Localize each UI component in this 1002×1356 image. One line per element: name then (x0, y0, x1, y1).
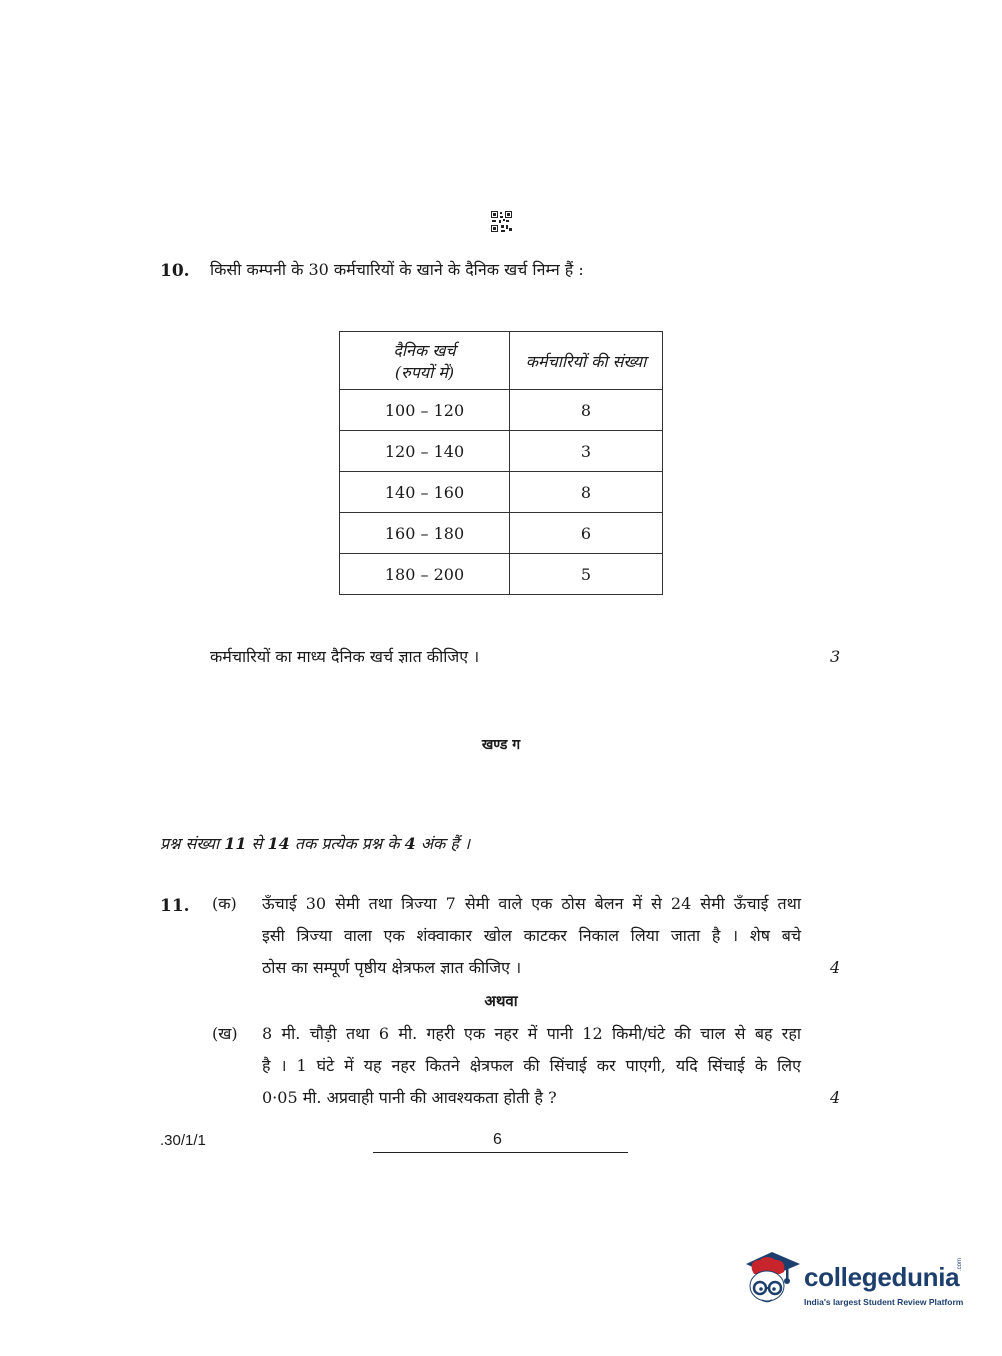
question-11a-marks: 4 (830, 958, 841, 977)
table-row (340, 554, 663, 595)
table-header-row (340, 332, 663, 390)
qr-code-icon (491, 211, 512, 232)
header-employee-count: कर्मचारियों की संख्या (510, 332, 663, 390)
question-11-number: 11. (160, 896, 190, 916)
table-cell-range: 100 – 120 (340, 390, 510, 431)
section-instruction (160, 833, 470, 855)
table-cell-range: 120 – 140 (340, 431, 510, 472)
header-daily-expense-line1: दैनिक खर्च (393, 340, 456, 360)
collegedunia-logo-suffix: .com (957, 1257, 963, 1271)
paper-code: .30/1/1 (160, 1132, 206, 1149)
question-10-text: किसी कम्पनी के 30 कर्मचारियों के खाने के दैनिक खर्च निम्न हैं : (210, 260, 584, 279)
question-11a-line3: ठोस का सम्पूर्ण पृष्ठीय क्षेत्रफल ज्ञात कीजिए । (262, 958, 522, 977)
section-instruction-part2: से (246, 834, 268, 853)
footer-rule (373, 1152, 628, 1153)
question-11b-line2: है । 1 घंटे में यह नहर कितने क्षेत्रफल की सिंचाई कर पाएगी, यदि सिंचाई के लिए (262, 1056, 801, 1075)
table-cell-count: 8 (510, 390, 663, 431)
table-cell-range: 160 – 180 (340, 513, 510, 554)
section-instruction-part4: अंक हैं । (415, 834, 471, 853)
section-title: खण्ड ग (481, 737, 521, 753)
table-row (340, 431, 663, 472)
question-10-instruction: कर्मचारियों का माध्य दैनिक खर्च ज्ञात कीजिए । (210, 647, 480, 666)
or-separator: अथवा (484, 992, 518, 1010)
collegedunia-logo-text: collegedunia (804, 1262, 960, 1292)
table-cell-count: 5 (510, 554, 663, 595)
question-11b-line3: 0·05 मी. अप्रवाही पानी की आवश्यकता होती है ? (262, 1088, 557, 1107)
table-cell-count: 8 (510, 472, 663, 513)
table-cell-range: 140 – 160 (340, 472, 510, 513)
section-instruction-num3: 4 (404, 834, 416, 853)
section-instruction-part3: तक प्रत्येक प्रश्न के (289, 834, 405, 853)
table-cell-count: 3 (510, 431, 663, 472)
question-11a-label: (क) (212, 894, 237, 913)
question-10-marks: 3 (830, 647, 841, 666)
header-daily-expense-line2: (रुपयों में) (394, 362, 455, 382)
table-cell-count: 6 (510, 513, 663, 554)
section-instruction-num1: 11 (224, 834, 247, 853)
collegedunia-mascot-icon (742, 1250, 804, 1308)
expense-table (339, 331, 663, 595)
page-number: 6 (493, 1131, 502, 1148)
question-10-number: 10. (160, 261, 190, 281)
section-instruction-part1: प्रश्न संख्या (160, 834, 225, 853)
collegedunia-tagline: India's largest Student Review Platform (804, 1297, 964, 1307)
question-11b-marks: 4 (830, 1088, 841, 1107)
table-cell-range: 180 – 200 (340, 554, 510, 595)
question-11a-line2: इसी त्रिज्या वाला एक शंक्वाकार खोल काटकर निकाल लिया जाता है । शेष बचे (262, 926, 801, 945)
table-row (340, 513, 663, 554)
question-11b-line1: 8 मी. चौड़ी तथा 6 मी. गहरी एक नहर में पानी 12 किमी/घंटे की चाल से बह रहा (262, 1024, 801, 1043)
section-instruction-num2: 14 (267, 834, 290, 853)
question-11b-label: (ख) (212, 1024, 238, 1043)
header-daily-expense (340, 332, 510, 390)
table-row (340, 390, 663, 431)
table-row (340, 472, 663, 513)
question-11a-line1: ऊँचाई 30 सेमी तथा त्रिज्या 7 सेमी वाले एक ठोस बेलन में से 24 सेमी ऊँचाई तथा (262, 894, 801, 913)
